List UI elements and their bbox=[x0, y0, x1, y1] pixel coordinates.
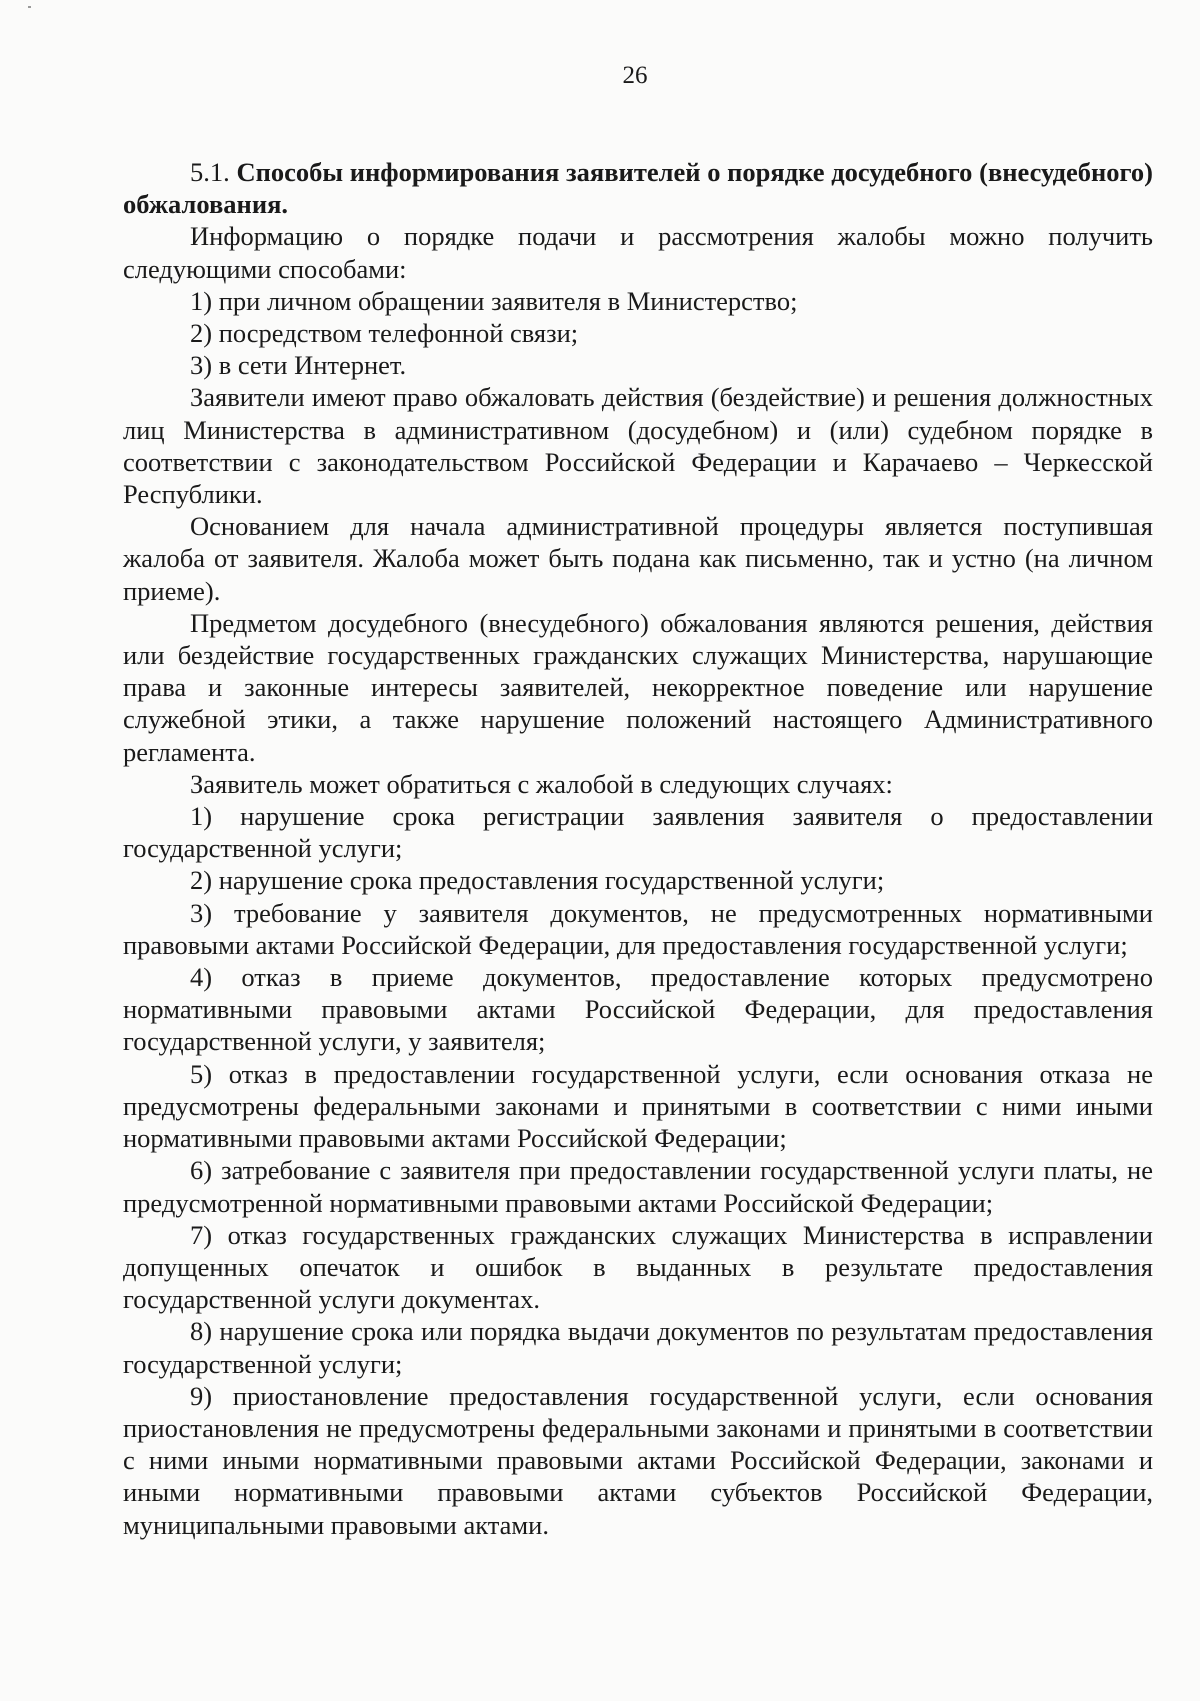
list-item-case-1: 1) нарушение срока регистрации заявления заявителя о предоставлении государственной услуги; bbox=[123, 801, 1153, 864]
list-item-case-2: 2) нарушение срока предоставления государственной услуги; bbox=[190, 865, 885, 896]
page-number: 26 bbox=[622, 62, 648, 89]
list-item-case-3: 3) требование у заявителя документов, не предусмотренных нормативными правовыми актами Российской Федерации, для предоставления государственной услуги; bbox=[123, 897, 1153, 960]
list-item-method-1: 1) при личном обращении заявителя в Министерство; bbox=[190, 285, 798, 316]
list-item-case-6: 6) затребование с заявителя при предоставлении государственной услуги платы, не предусмотренной нормативными правовыми актами Российской Федерации; bbox=[123, 1155, 1153, 1218]
list-item-case-9: 9) приостановление предоставления государственной услуги, если основания приостановления не предусмотрены федеральными законами и принятыми в соответствии с ними иными нормативными правовыми актами Российской Федерации, законами и иными нормативными правовыми актами субъектов Российской Федерации, муниципальными правовыми актами. bbox=[123, 1380, 1153, 1540]
list-item-method-2: 2) посредством телефонной связи; bbox=[190, 318, 579, 349]
list-item-case-4: 4) отказ в приеме документов, предоставление которых предусмотрено нормативными правовыми актами Российской Федерации, для предоставления государственной услуги, у заявителя; bbox=[123, 962, 1153, 1057]
paragraph-appeal-rights: Заявители имеют право обжаловать действия (бездействие) и решения должностных лиц Министерства в административном (досудебном) и (или) судебном порядке в соответствии с законодательством Российской Федерации и Карачаево – Черкесской Республики. bbox=[123, 382, 1153, 510]
paragraph-info-methods: Информацию о порядке подачи и рассмотрения жалобы можно получить следующими способами: bbox=[123, 221, 1153, 284]
list-item-case-8: 8) нарушение срока или порядка выдачи документов по результатам предоставления государственной услуги; bbox=[123, 1316, 1153, 1379]
list-item-case-7: 7) отказ государственных гражданских служащих Министерства в исправлении допущенных опечаток и ошибок в выданных в результате предоставления государственной услуги документах. bbox=[123, 1219, 1153, 1315]
section-number: 5.1. bbox=[190, 157, 230, 187]
paragraph-procedure-basis: Основанием для начала административной процедуры является поступившая жалоба от заявителя. Жалоба может быть подана как письменно, так и устно (на личном приеме). bbox=[123, 511, 1153, 606]
document-body bbox=[123, 156, 1153, 1541]
section-heading bbox=[123, 156, 1153, 220]
paragraph-appeal-subject: Предметом досудебного (внесудебного) обжалования являются решения, действия или бездействие государственных гражданских служащих Министерства, нарушающие права и законные интересы заявителей, некорректное поведение или нарушение служебной этики, а также нарушение положений настоящего Административного регламента. bbox=[123, 607, 1153, 767]
paragraph-complaint-cases: Заявитель может обратиться с жалобой в следующих случаях: bbox=[190, 768, 893, 799]
list-item-case-5: 5) отказ в предоставлении государственной услуги, если основания отказа не предусмотрены федеральными законами и принятыми в соответствии с ними иными нормативными правовыми актами Российской Федерации; bbox=[123, 1058, 1153, 1154]
list-item-method-3: 3) в сети Интернет. bbox=[190, 350, 407, 381]
section-title: Способы информирования заявителей о порядке досудебного (внесудебного) обжалования. bbox=[123, 157, 1153, 220]
scan-speck bbox=[28, 6, 31, 8]
